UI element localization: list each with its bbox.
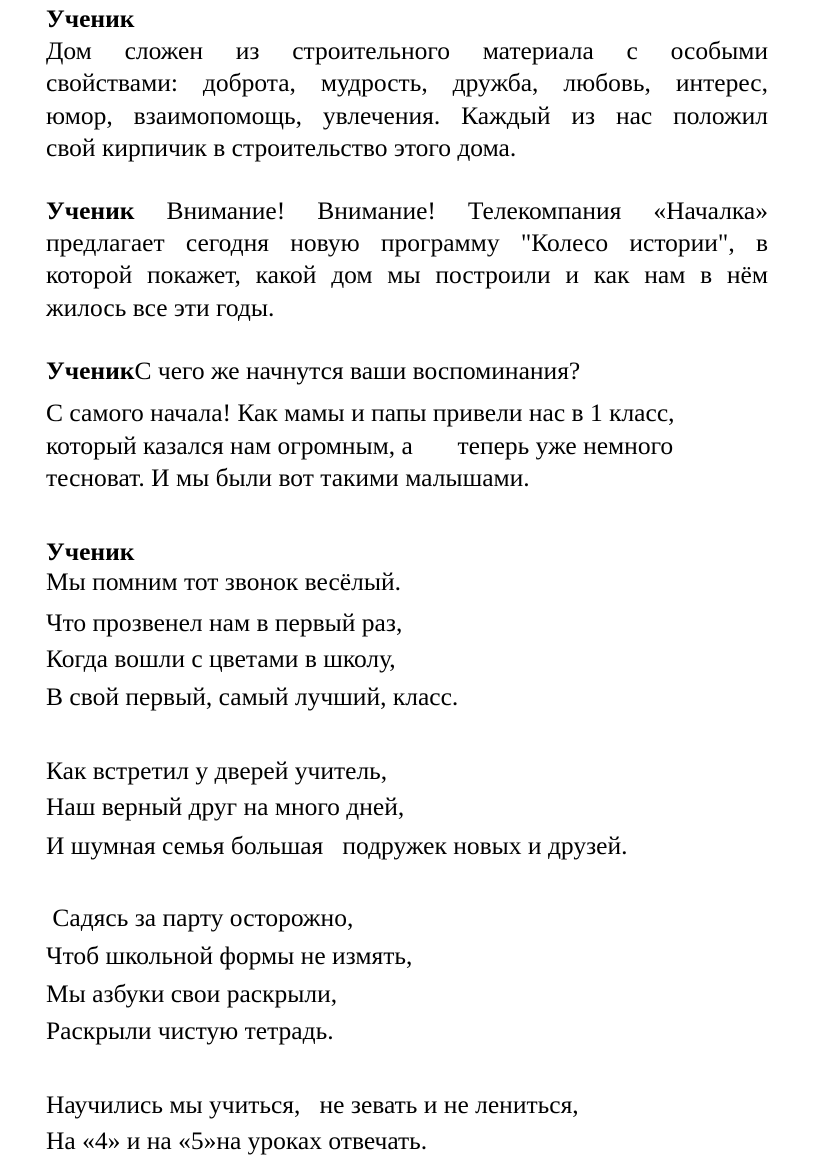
paragraph-line: юмор, взаимопомощь, увлечения. Каждый из нас положил	[46, 101, 768, 130]
paragraph-text: С чего же начнутся ваши воспоминания?	[134, 356, 581, 385]
paragraph-line: свойствами: доброта, мудрость, дружба, любовь, интерес,	[46, 68, 768, 97]
paragraph-line	[46, 356, 580, 386]
paragraph-line: которой покажет, какой дом мы построили и как нам в нём	[46, 260, 768, 289]
poem-line: На «4» и на «5»на уроках отвечать.	[46, 1126, 428, 1155]
poem-line: В свой первый, самый лучший, класс.	[46, 682, 459, 711]
poem-line: Раскрыли чистую тетрадь.	[46, 1016, 334, 1045]
paragraph-line: жилось все эти годы.	[46, 293, 275, 322]
paragraph-line: свой кирпичик в строительство этого дома.	[46, 133, 517, 162]
poem-line: Садясь за парту осторожно,	[46, 903, 354, 932]
poem-line: Как встретил у дверей учитель,	[46, 756, 388, 785]
speaker-label: Ученик	[46, 4, 135, 33]
speaker-label: Ученик	[46, 537, 135, 566]
paragraph-text: Внимание! Внимание! Телекомпания «Началка»	[166, 196, 768, 225]
paragraph-line	[46, 196, 768, 226]
paragraph-line: предлагает сегодня новую программу "Колесо истории", в	[46, 228, 768, 257]
poem-line: Чтоб школьной формы не измять,	[46, 941, 413, 970]
paragraph-line: который казался нам огромным, а теперь уже немного	[46, 431, 674, 460]
poem-line: Мы помним тот звонок весёлый.	[46, 567, 401, 596]
poem-line: Что прозвенел нам в первый раз,	[46, 608, 403, 637]
speaker-label: Ученик	[46, 196, 135, 225]
poem-line: Научились мы учиться, не зевать и не лениться,	[46, 1090, 579, 1119]
paragraph-line: Дом сложен из строительного материала с особыми	[46, 36, 768, 65]
paragraph-line: тесноват. И мы были вот такими малышами.	[46, 463, 530, 492]
poem-line: И шумная семья большая подружек новых и друзей.	[46, 831, 628, 860]
paragraph-line: С самого начала! Как мамы и папы привели нас в 1 класс,	[46, 398, 675, 427]
poem-line: Когда вошли с цветами в школу,	[46, 644, 396, 673]
speaker-label: Ученик	[46, 356, 135, 385]
poem-line: Наш верный друг на много дней,	[46, 792, 405, 821]
poem-line: Мы азбуки свои раскрыли,	[46, 979, 338, 1008]
